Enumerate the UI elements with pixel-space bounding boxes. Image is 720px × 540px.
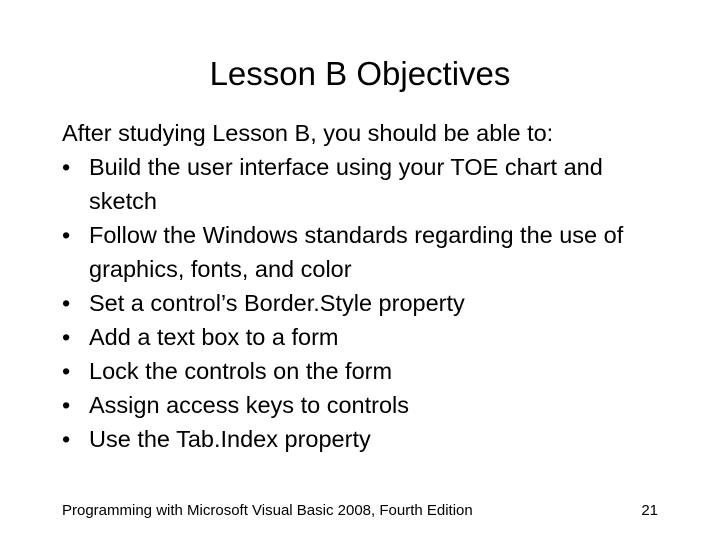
- bullet-icon: •: [62, 426, 71, 452]
- list-item: [62, 354, 672, 388]
- list-item-text: Add a text box to a form: [89, 324, 339, 350]
- bullet-icon: •: [62, 358, 71, 384]
- list-item-text: Lock the controls on the form: [89, 358, 393, 384]
- list-item: [62, 388, 672, 422]
- list-item-text: Use the Tab.Index property: [89, 426, 371, 452]
- page-number: 21: [641, 502, 658, 519]
- list-item-text: Build the user interface using your TOE chart and sketch: [89, 154, 603, 214]
- slide-title: Lesson B Objectives: [209, 55, 511, 92]
- list-item-text: Assign access keys to controls: [89, 392, 409, 418]
- list-item: [62, 218, 672, 286]
- list-item: [62, 422, 672, 456]
- list-item: [62, 320, 672, 354]
- list-item: [62, 150, 672, 218]
- objectives-list: [62, 150, 672, 456]
- list-item-text: Set a control’s Border.Style property: [89, 290, 465, 316]
- list-item-text: Follow the Windows standards regarding the use of graphics, fonts, and color: [89, 222, 624, 282]
- bullet-icon: •: [62, 222, 71, 248]
- list-item: [62, 286, 672, 320]
- intro-text: After studying Lesson B, you should be able to:: [62, 120, 554, 146]
- footer-text: Programming with Microsoft Visual Basic 2008, Fourth Edition: [62, 502, 473, 519]
- bullet-icon: •: [62, 154, 71, 180]
- bullet-icon: •: [62, 290, 71, 316]
- slide-body: [62, 116, 672, 456]
- bullet-icon: •: [62, 392, 71, 418]
- bullet-icon: •: [62, 324, 71, 350]
